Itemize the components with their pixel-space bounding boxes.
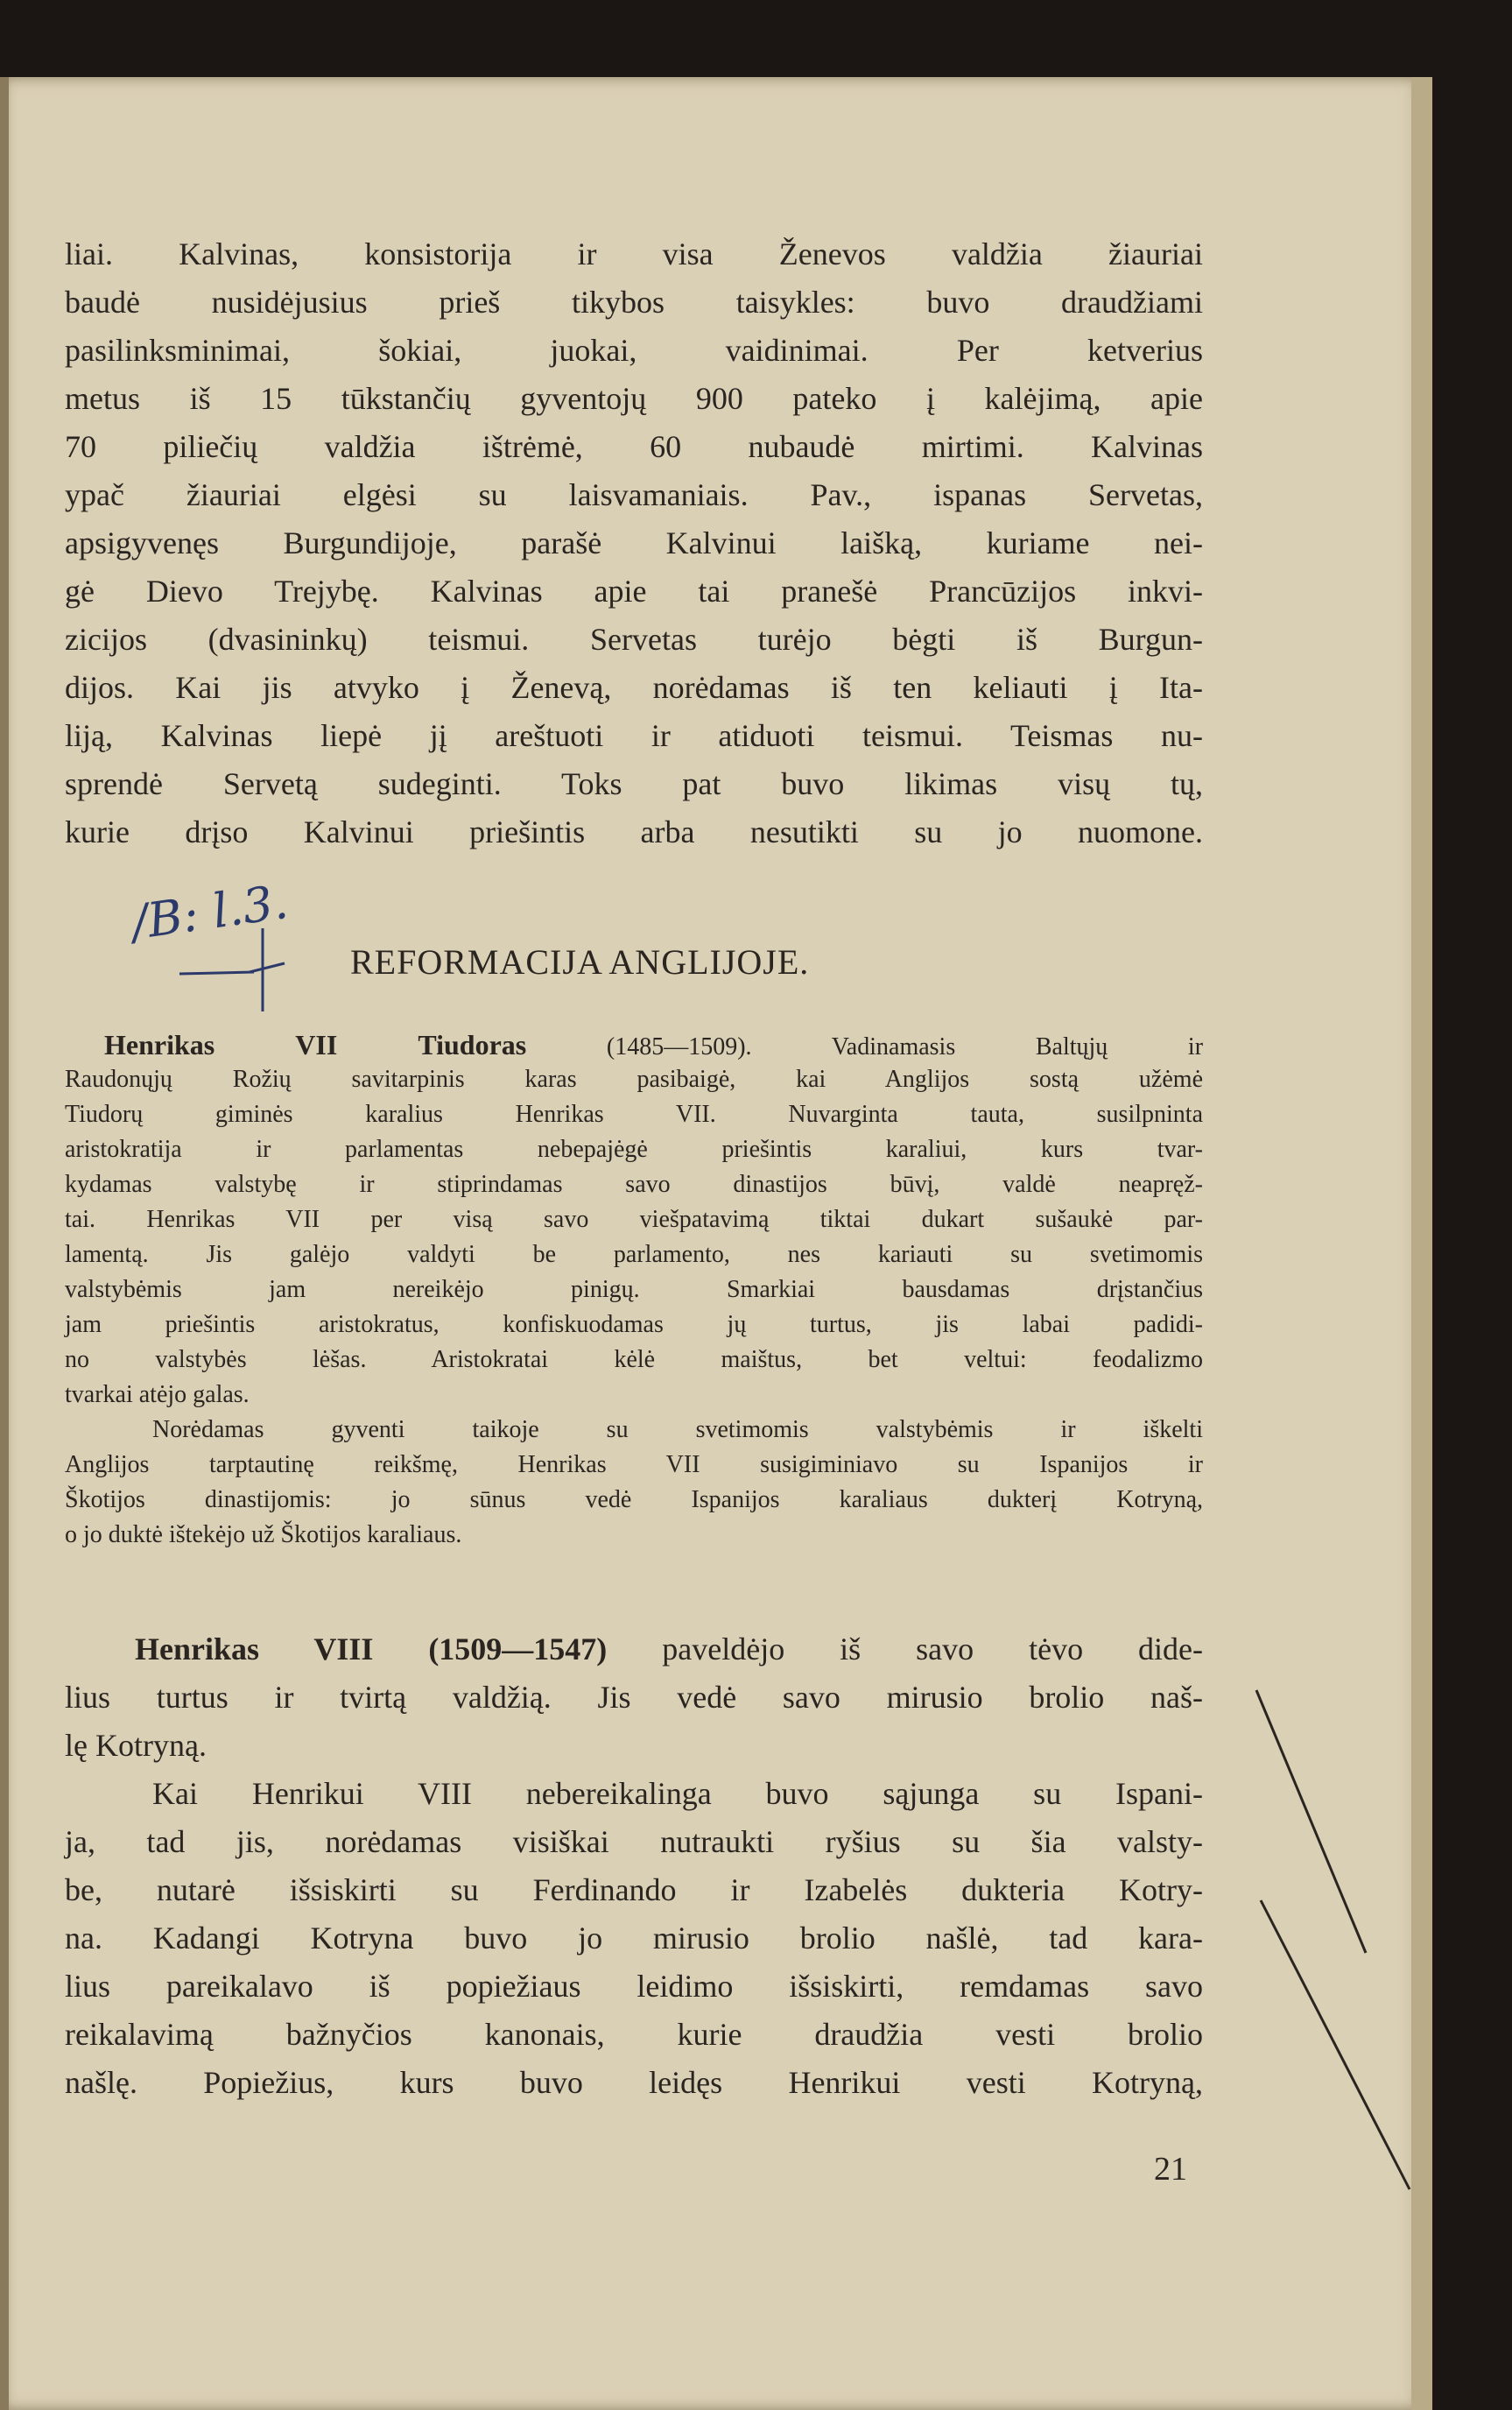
text-line: kydamas valstybę ir stiprindamas savo dinastijos būvį, valdė neapręž- (65, 1171, 1203, 1198)
scan-crease-lines (1256, 1690, 1410, 2189)
text-line (65, 1027, 1203, 1062)
text-line: našlę. Popiežius, kurs buvo leidęs Henrikui vesti Kotryną, (65, 2065, 1203, 2100)
text-line: ja, tad jis, norėdamas visiškai nutraukti ryšius su šia valsty- (65, 1824, 1203, 1859)
text-line: lius pareikalavo iš popiežiaus leidimo išsiskirti, remdamas savo (65, 1969, 1203, 2004)
text-line: valstybėmis jam nereikėjo pinigų. Smarkiai bausdamas drįstančius (65, 1276, 1203, 1303)
text-line: Tiudorų giminės karalius Henrikas VII. Nuvarginta tauta, susilpninta (65, 1101, 1203, 1128)
page-number: 21 (1154, 2151, 1187, 2188)
text-line: gė Dievo Trejybę. Kalvinas apie tai pranešė Prancūzijos inkvi- (65, 574, 1203, 609)
text-line: liai. Kalvinas, konsistorija ir visa Ženevos valdžia žiauriai (65, 236, 1203, 271)
text-line: lius turtus ir tvirtą valdžią. Jis vedė savo mirusio brolio naš- (65, 1680, 1203, 1715)
section-henrikas-viii (65, 1625, 1203, 2107)
section-heading: REFORMACIJA ANGLIJOJE. (350, 942, 810, 982)
pen-cross-mark (250, 928, 285, 1011)
text-line: metus iš 15 tūkstančių gyventojų 900 pateko į kalėjimą, apie (65, 381, 1203, 416)
section-henrikas-vii (65, 1027, 1203, 1553)
text-line: ypač žiauriai elgėsi su laisvamaniais. Pav., ispanas Servetas, (65, 477, 1203, 512)
text-line: tai. Henrikas VII per visą savo viešpatavimą tiktai dukart sušaukė par- (65, 1206, 1203, 1233)
text-line: jam priešintis aristokratus, konfiskuodamas jų turtus, jis labai padidi- (65, 1311, 1203, 1338)
text-line: kurie drįso Kalvinui priešintis arba nesutikti su jo nuomone. (65, 814, 1203, 849)
text-line: aristokratija ir parlamentas nebepajėgė priešintis karaliui, kurs tvar- (65, 1136, 1203, 1163)
text-line: 70 piliečių valdžia ištrėmė, 60 nubaudė mirtimi. Kalvinas (65, 429, 1203, 464)
ruler-name: Henrikas VIII (1509—1547) (135, 1631, 608, 1667)
text-line: sprendė Servetą sudeginti. Toks pat buvo likimas visų tų, (65, 766, 1203, 801)
text-line (65, 1625, 1203, 1674)
handwritten-note: /B: l.3. (128, 873, 292, 951)
text-fragment: paveldėjo iš savo tėvo dide- (662, 1631, 1204, 1667)
text-line: no valstybės lėšas. Aristokratai kėlė maištus, bet veltui: feodalizmo (65, 1346, 1203, 1373)
text-line: be, nutarė išsiskirti su Ferdinando ir Izabelės dukteria Kotry- (65, 1872, 1203, 1907)
text-line: dijos. Kai jis atvyko į Ženevą, norėdamas iš ten keliauti į Ita- (65, 670, 1203, 705)
ruler-years: (1485—1509). (606, 1033, 752, 1061)
text-line: baudė nusidėjusius prieš tikybos taisykles: buvo draudžiami (65, 285, 1203, 320)
text-line: Kai Henrikui VIII nebereikalinga buvo sąjunga su Ispani- (152, 1776, 1203, 1811)
text-line: Anglijos tarptautinę reikšmę, Henrikas VII susigiminiavo su Ispanijos ir (65, 1451, 1203, 1478)
text-line: lamentą. Jis galėjo valdyti be parlamento, nes kariauti su svetimomis (65, 1241, 1203, 1268)
text-line: Raudonųjų Rožių savitarpinis karas pasibaigė, kai Anglijos sostą užėmė (65, 1066, 1203, 1093)
text-line: na. Kadangi Kotryna buvo jo mirusio brolio našlė, tad kara- (65, 1920, 1203, 1955)
text-line: lę Kotryną. (65, 1728, 207, 1763)
text-line: apsigyvenęs Burgundijoje, parašė Kalvinui laišką, kuriame nei- (65, 525, 1203, 560)
text-line: Norėdamas gyventi taikoje su svetimomis valstybėmis ir iškelti (152, 1416, 1203, 1443)
ruler-name: Henrikas VII Tiudoras (104, 1029, 527, 1061)
text-line: o jo duktė ištekėjo už Škotijos karaliaus. (65, 1521, 462, 1548)
text-line: Škotijos dinastijomis: jo sūnus vedė Ispanijos karaliaus dukterį Kotryną, (65, 1486, 1203, 1513)
text-fragment: Vadinamasis Baltųjų ir (831, 1033, 1204, 1061)
text-line: zicijos (dvasininkų) teismui. Servetas turėjo bėgti iš Burgun- (65, 622, 1203, 657)
text-line: reikalavimą bažnyčios kanonais, kurie draudžia vesti brolio (65, 2017, 1203, 2052)
text-line: liją, Kalvinas liepė jį areštuoti ir atiduoti teismui. Teismas nu- (65, 718, 1203, 753)
text-line: pasilinksminimai, šokiai, juokai, vaidinimai. Per ketverius (65, 333, 1203, 368)
pen-dash-mark (179, 972, 254, 974)
text-line: tvarkai atėjo galas. (65, 1381, 250, 1408)
